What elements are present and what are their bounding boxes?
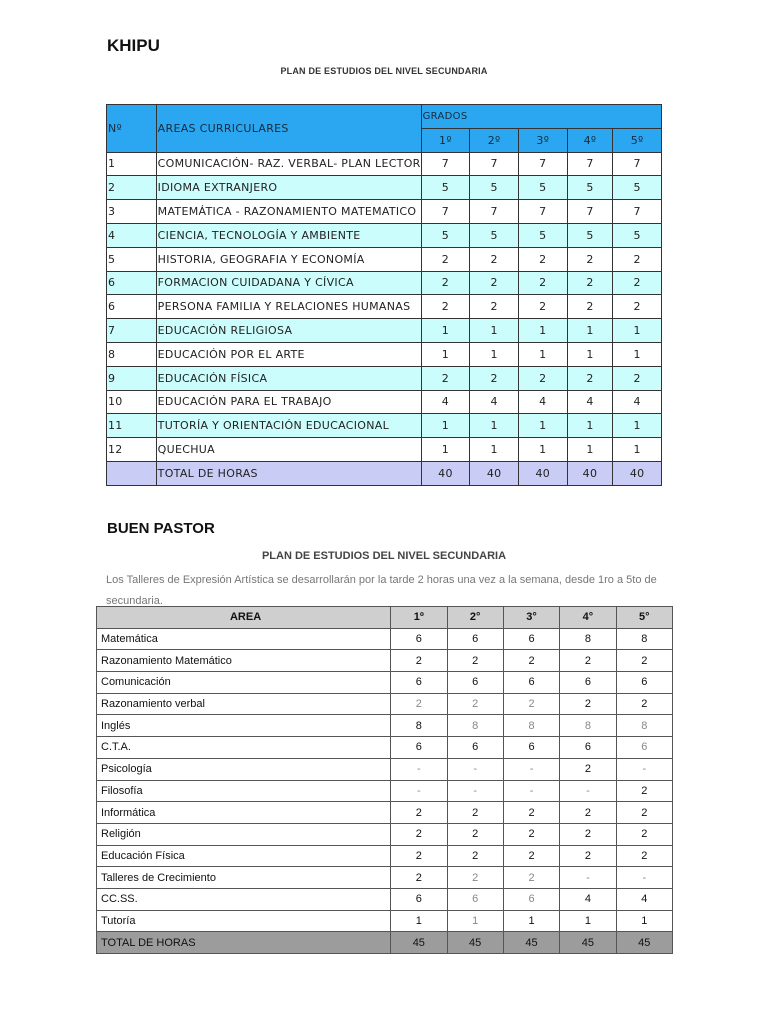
- hours-cell: 2: [613, 295, 662, 319]
- hours-cell: -: [447, 780, 503, 802]
- row-area: Razonamiento Matemático: [97, 650, 391, 672]
- row-area: TUTORÍA Y ORIENTACIÓN EDUCACIONAL: [156, 414, 421, 438]
- hours-cell: 1: [470, 342, 519, 366]
- hours-cell: 2: [470, 247, 519, 271]
- hours-cell: 2: [567, 366, 613, 390]
- hours-cell: -: [616, 758, 672, 780]
- table-row: [107, 438, 662, 462]
- hours-cell: 4: [567, 390, 613, 414]
- hours-cell: 2: [616, 650, 672, 672]
- hours-cell: 5: [518, 176, 567, 200]
- hours-cell: -: [447, 758, 503, 780]
- row-area: Talleres de Crecimiento: [97, 867, 391, 889]
- row-area: Informática: [97, 802, 391, 824]
- row-area: EDUCACIÓN RELIGIOSA: [156, 319, 421, 343]
- row-number: 10: [107, 390, 157, 414]
- row-number: 2: [107, 176, 157, 200]
- hours-cell: 2: [470, 366, 519, 390]
- hours-cell: 6: [447, 628, 503, 650]
- total-cell: 40: [470, 461, 519, 485]
- total-row: [107, 461, 662, 485]
- hours-cell: 2: [391, 802, 447, 824]
- grade-header: 4º: [567, 128, 613, 152]
- hours-cell: 1: [613, 319, 662, 343]
- hours-cell: 4: [616, 888, 672, 910]
- row-area: Educación Física: [97, 845, 391, 867]
- table-row: [107, 247, 662, 271]
- table-row: [97, 867, 673, 889]
- hours-cell: 1: [470, 414, 519, 438]
- hours-cell: 2: [503, 802, 559, 824]
- hours-cell: 1: [391, 910, 447, 932]
- hours-cell: 2: [616, 823, 672, 845]
- hours-cell: 5: [567, 176, 613, 200]
- hours-cell: 2: [560, 758, 616, 780]
- table-row: [107, 223, 662, 247]
- hours-cell: 5: [613, 176, 662, 200]
- plan-subtitle-khipu: PLAN DE ESTUDIOS DEL NIVEL SECUNDARIA: [280, 66, 488, 76]
- hours-cell: 6: [447, 888, 503, 910]
- table-row: [97, 802, 673, 824]
- table-header-row: [97, 607, 673, 629]
- hours-cell: -: [391, 780, 447, 802]
- hours-cell: 2: [560, 823, 616, 845]
- total-cell: 45: [503, 932, 559, 954]
- row-area: MATEMÁTICA - RAZONAMIENTO MATEMATICO: [156, 200, 421, 224]
- hours-cell: 1: [518, 438, 567, 462]
- hours-cell: 5: [421, 223, 470, 247]
- hours-cell: 4: [518, 390, 567, 414]
- row-area: QUECHUA: [156, 438, 421, 462]
- row-area: COMUNICACIÓN- RAZ. VERBAL- PLAN LECTOR: [156, 152, 421, 176]
- hours-cell: 2: [447, 823, 503, 845]
- row-number: 7: [107, 319, 157, 343]
- hours-cell: -: [503, 780, 559, 802]
- hours-cell: 2: [613, 366, 662, 390]
- row-area: Filosofía: [97, 780, 391, 802]
- hours-cell: 1: [616, 910, 672, 932]
- hours-cell: 2: [503, 693, 559, 715]
- hours-cell: 7: [518, 200, 567, 224]
- hours-cell: 2: [503, 845, 559, 867]
- hours-cell: 2: [447, 802, 503, 824]
- row-number: 8: [107, 342, 157, 366]
- hours-cell: 5: [470, 176, 519, 200]
- hours-cell: -: [391, 758, 447, 780]
- col-header-areas: AREAS CURRICULARES: [156, 105, 421, 153]
- row-area: CIENCIA, TECNOLOGÍA Y AMBIENTE: [156, 223, 421, 247]
- hours-cell: 7: [567, 152, 613, 176]
- hours-cell: 6: [447, 672, 503, 694]
- row-area: EDUCACIÓN POR EL ARTE: [156, 342, 421, 366]
- hours-cell: 8: [616, 628, 672, 650]
- hours-cell: 7: [470, 200, 519, 224]
- hours-cell: 2: [613, 247, 662, 271]
- row-area: Inglés: [97, 715, 391, 737]
- hours-cell: 2: [503, 823, 559, 845]
- hours-cell: 1: [613, 342, 662, 366]
- row-number: 4: [107, 223, 157, 247]
- hours-cell: 2: [616, 780, 672, 802]
- table-row: [97, 715, 673, 737]
- table-row: [107, 152, 662, 176]
- row-area: Matemática: [97, 628, 391, 650]
- hours-cell: 2: [391, 845, 447, 867]
- hours-cell: 2: [421, 295, 470, 319]
- table-row: [107, 366, 662, 390]
- hours-cell: 1: [470, 438, 519, 462]
- table-row: [97, 780, 673, 802]
- hours-cell: 1: [421, 414, 470, 438]
- total-empty-cell: [107, 461, 157, 485]
- grade-header: 3º: [518, 128, 567, 152]
- table-row: [97, 672, 673, 694]
- table-row: [107, 200, 662, 224]
- col-header-area: AREA: [97, 607, 391, 629]
- hours-cell: 8: [560, 715, 616, 737]
- hours-cell: 7: [518, 152, 567, 176]
- table-row: [97, 737, 673, 759]
- hours-cell: 2: [518, 271, 567, 295]
- grade-header: 2º: [470, 128, 519, 152]
- row-area: PERSONA FAMILIA Y RELACIONES HUMANAS: [156, 295, 421, 319]
- hours-cell: 1: [567, 438, 613, 462]
- hours-cell: 2: [391, 823, 447, 845]
- hours-cell: 1: [421, 319, 470, 343]
- col-header-no: Nº: [107, 105, 157, 153]
- hours-cell: 5: [421, 176, 470, 200]
- hours-cell: 1: [518, 414, 567, 438]
- table-row: [107, 414, 662, 438]
- grade-header: 3°: [503, 607, 559, 629]
- row-number: 9: [107, 366, 157, 390]
- hours-cell: 2: [447, 650, 503, 672]
- row-area: FORMACION CUIDADANA Y CÍVICA: [156, 271, 421, 295]
- hours-cell: 1: [567, 414, 613, 438]
- hours-cell: 6: [503, 888, 559, 910]
- hours-cell: 1: [613, 414, 662, 438]
- hours-cell: 1: [470, 319, 519, 343]
- row-number: 6: [107, 271, 157, 295]
- hours-cell: 1: [567, 342, 613, 366]
- hours-cell: 2: [447, 693, 503, 715]
- hours-cell: 2: [391, 867, 447, 889]
- total-label: TOTAL DE HORAS: [156, 461, 421, 485]
- hours-cell: 2: [616, 802, 672, 824]
- talleres-note: Los Talleres de Expresión Artística se desarrollarán por la tarde 2 horas una vez a la semana, desde 1ro a 5to de secundaria.: [106, 574, 657, 607]
- hours-cell: 4: [421, 390, 470, 414]
- row-number: 3: [107, 200, 157, 224]
- hours-cell: 7: [421, 200, 470, 224]
- row-area: C.T.A.: [97, 737, 391, 759]
- row-area: HISTORIA, GEOGRAFIA Y ECONOMÍA: [156, 247, 421, 271]
- row-area: Comunicación: [97, 672, 391, 694]
- hours-cell: 2: [447, 845, 503, 867]
- hours-cell: 2: [560, 845, 616, 867]
- row-area: Razonamiento verbal: [97, 693, 391, 715]
- hours-cell: 1: [421, 438, 470, 462]
- hours-cell: 2: [567, 295, 613, 319]
- total-cell: 45: [616, 932, 672, 954]
- row-area: Religión: [97, 823, 391, 845]
- hours-cell: 2: [503, 867, 559, 889]
- table-row: [97, 888, 673, 910]
- table-header-row: [107, 105, 662, 129]
- grade-header: 1º: [421, 128, 470, 152]
- hours-cell: 8: [391, 715, 447, 737]
- hours-cell: 6: [391, 672, 447, 694]
- hours-cell: -: [616, 867, 672, 889]
- hours-cell: 6: [560, 672, 616, 694]
- hours-cell: 6: [503, 672, 559, 694]
- total-cell: 40: [421, 461, 470, 485]
- hours-cell: -: [560, 867, 616, 889]
- row-area: EDUCACIÓN PARA EL TRABAJO: [156, 390, 421, 414]
- hours-cell: 4: [560, 888, 616, 910]
- table-row: [97, 628, 673, 650]
- table-row: [107, 319, 662, 343]
- hours-cell: 8: [616, 715, 672, 737]
- hours-cell: 1: [613, 438, 662, 462]
- hours-cell: 6: [616, 672, 672, 694]
- hours-cell: 1: [567, 319, 613, 343]
- grade-header: 2°: [447, 607, 503, 629]
- table-row: [97, 693, 673, 715]
- hours-cell: 2: [391, 693, 447, 715]
- hours-cell: -: [560, 780, 616, 802]
- hours-cell: 2: [421, 366, 470, 390]
- row-area: CC.SS.: [97, 888, 391, 910]
- row-number: 6: [107, 295, 157, 319]
- hours-cell: 2: [470, 295, 519, 319]
- table-row: [107, 271, 662, 295]
- hours-cell: 6: [560, 737, 616, 759]
- hours-cell: 2: [560, 802, 616, 824]
- hours-cell: 2: [560, 650, 616, 672]
- total-cell: 40: [518, 461, 567, 485]
- hours-cell: 4: [613, 390, 662, 414]
- total-cell: 45: [447, 932, 503, 954]
- table-row: [107, 390, 662, 414]
- hours-cell: 8: [447, 715, 503, 737]
- grade-header: 1º: [391, 607, 447, 629]
- row-area: IDIOMA EXTRANJERO: [156, 176, 421, 200]
- table-row: [107, 342, 662, 366]
- row-number: 5: [107, 247, 157, 271]
- hours-cell: 2: [391, 650, 447, 672]
- total-cell: 40: [567, 461, 613, 485]
- hours-cell: 7: [613, 152, 662, 176]
- row-area: EDUCACIÓN FÍSICA: [156, 366, 421, 390]
- hours-cell: 8: [503, 715, 559, 737]
- table-row: [107, 176, 662, 200]
- hours-cell: 2: [470, 271, 519, 295]
- hours-cell: 5: [518, 223, 567, 247]
- hours-cell: 1: [518, 342, 567, 366]
- row-area: Psicología: [97, 758, 391, 780]
- hours-cell: 2: [560, 693, 616, 715]
- hours-cell: 6: [447, 737, 503, 759]
- hours-cell: 2: [518, 247, 567, 271]
- hours-cell: 1: [518, 319, 567, 343]
- hours-cell: 7: [567, 200, 613, 224]
- hours-cell: 1: [560, 910, 616, 932]
- hours-cell: 5: [613, 223, 662, 247]
- table-row: [97, 758, 673, 780]
- buen-pastor-curriculum-table: [96, 606, 673, 954]
- hours-cell: 2: [616, 845, 672, 867]
- table-row: [97, 845, 673, 867]
- hours-cell: 2: [613, 271, 662, 295]
- hours-cell: 2: [503, 650, 559, 672]
- total-cell: 40: [613, 461, 662, 485]
- hours-cell: 2: [518, 295, 567, 319]
- hours-cell: 1: [503, 910, 559, 932]
- hours-cell: 1: [447, 910, 503, 932]
- hours-cell: 8: [560, 628, 616, 650]
- hours-cell: 1: [421, 342, 470, 366]
- hours-cell: 2: [421, 271, 470, 295]
- hours-cell: 7: [470, 152, 519, 176]
- khipu-curriculum-table: [106, 104, 662, 486]
- plan-subtitle-buen-pastor: PLAN DE ESTUDIOS DEL NIVEL SECUNDARIA: [261, 550, 507, 562]
- hours-cell: 2: [518, 366, 567, 390]
- table-row: [97, 823, 673, 845]
- hours-cell: -: [503, 758, 559, 780]
- row-area: Tutoría: [97, 910, 391, 932]
- row-number: 12: [107, 438, 157, 462]
- row-number: 11: [107, 414, 157, 438]
- grade-header: 5º: [613, 128, 662, 152]
- row-number: 1: [107, 152, 157, 176]
- table-row: [107, 295, 662, 319]
- hours-cell: 4: [470, 390, 519, 414]
- hours-cell: 2: [616, 693, 672, 715]
- hours-cell: 2: [567, 247, 613, 271]
- hours-cell: 2: [421, 247, 470, 271]
- table-row: [97, 910, 673, 932]
- grade-header: 5°: [616, 607, 672, 629]
- grade-header: 4°: [560, 607, 616, 629]
- hours-cell: 7: [421, 152, 470, 176]
- school-title-khipu: KHIPU: [107, 36, 160, 55]
- hours-cell: 5: [470, 223, 519, 247]
- total-label: TOTAL DE HORAS: [97, 932, 391, 954]
- hours-cell: 6: [391, 737, 447, 759]
- hours-cell: 5: [567, 223, 613, 247]
- col-header-grados: GRADOS: [421, 105, 661, 129]
- hours-cell: 7: [613, 200, 662, 224]
- table-row: [97, 650, 673, 672]
- total-cell: 45: [391, 932, 447, 954]
- hours-cell: 6: [503, 737, 559, 759]
- total-row: [97, 932, 673, 954]
- hours-cell: 6: [391, 888, 447, 910]
- total-cell: 45: [560, 932, 616, 954]
- hours-cell: 6: [391, 628, 447, 650]
- hours-cell: 2: [567, 271, 613, 295]
- hours-cell: 6: [503, 628, 559, 650]
- hours-cell: 6: [616, 737, 672, 759]
- hours-cell: 2: [447, 867, 503, 889]
- school-title-buen-pastor: BUEN PASTOR: [107, 520, 215, 537]
